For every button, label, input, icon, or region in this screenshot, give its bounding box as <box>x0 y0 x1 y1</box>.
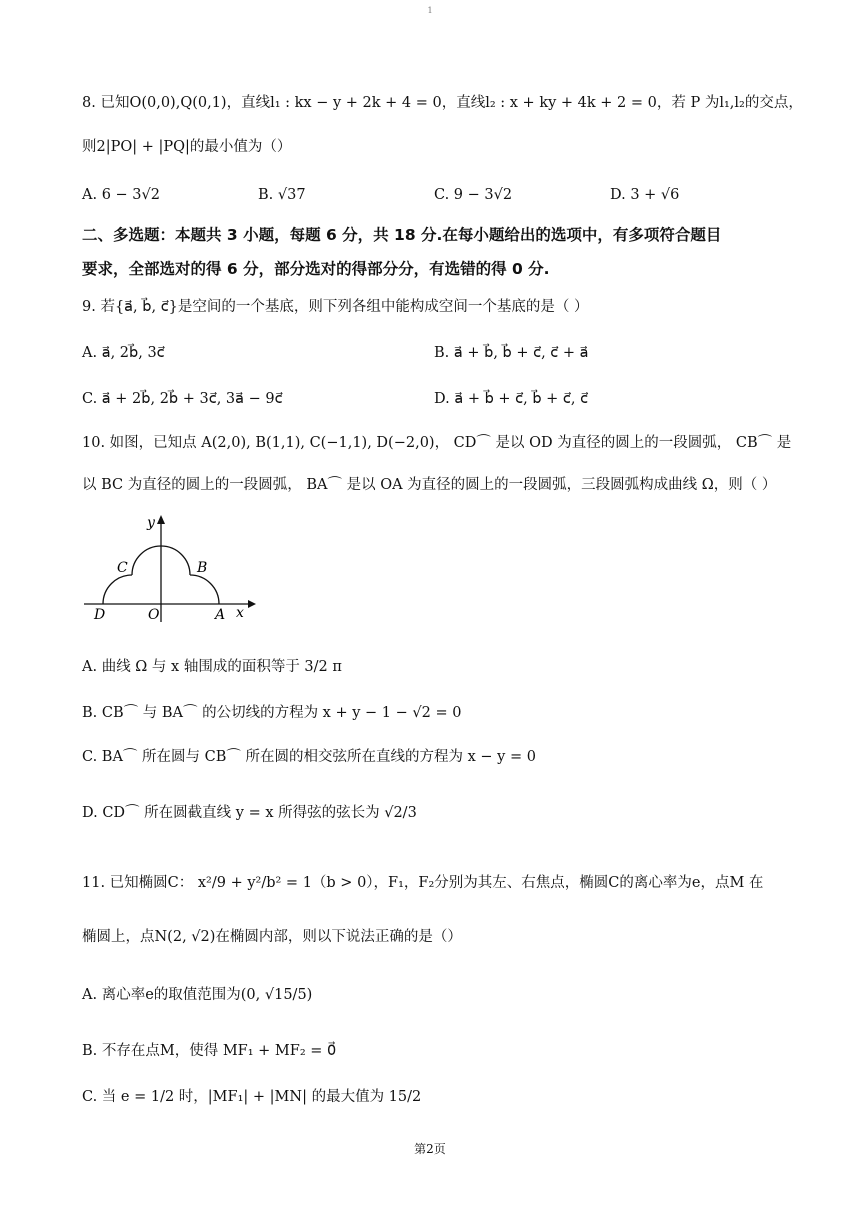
q10-option-a: A. 曲线 Ω 与 x 轴围成的面积等于 3/2 π <box>82 659 342 675</box>
q8-option-a: A. 6 − 3√2 <box>82 187 160 203</box>
label-y: y <box>147 515 155 531</box>
q8-option-b: B. √37 <box>258 187 306 203</box>
q8-stem-line1: 8. 已知O(0,0),Q(0,1)，直线l₁ : kx − y + 2k + 4 = 0，直线l₂ : x + ky + 4k + 2 = 0，若 P 为l₁,l₂的交点， <box>82 95 803 111</box>
q9-option-d: D. a⃗ + b⃗ + c⃗, b⃗ + c⃗, c⃗ <box>434 391 589 407</box>
q11-stem-line2: 椭圆上，点N(2, √2)在椭圆内部，则以下说法正确的是（） <box>82 929 462 945</box>
q8-option-c: C. 9 − 3√2 <box>434 187 513 203</box>
q9-stem: 9. 若{a⃗, b⃗, c⃗}是空间的一个基底，则下列各组中能构成空间一个基底的是（ ） <box>82 299 589 315</box>
q8-option-d: D. 3 + √6 <box>610 187 680 203</box>
header-mark: 1 <box>427 6 433 15</box>
x-axis-arrow-icon <box>248 600 256 608</box>
label-o: O <box>148 607 160 623</box>
q11-option-b: B. 不存在点M，使得 MF₁ + MF₂ = 0⃗ <box>82 1043 337 1059</box>
section2-heading-line2: 要求，全部选对的得 6 分，部分选对的得部分分，有选错的得 0 分. <box>82 260 550 278</box>
arc-ba <box>190 575 219 604</box>
q10-option-d: D. CD⌒ 所在圆截直线 y = x 所得弦的弦长为 √2/3 <box>82 805 417 821</box>
label-d: D <box>94 607 106 623</box>
label-c: C <box>117 560 128 576</box>
q10-option-b: B. CB⌒ 与 BA⌒ 的公切线的方程为 x + y − 1 − √2 = 0 <box>82 705 462 721</box>
section2-heading-line1: 二、多选题：本题共 3 小题，每题 6 分，共 18 分.在每小题给出的选项中，有多项符合题目 <box>82 226 722 244</box>
q9-option-c: C. a⃗ + 2b⃗, 2b⃗ + 3c⃗, 3a⃗ − 9c⃗ <box>82 391 283 407</box>
q11-stem-line1: 11. 已知椭圆C： x²/9 + y²/b² = 1（b > 0），F₁，F₂分别为其左、右焦点，椭圆C的离心率为e，点M 在 <box>82 875 764 891</box>
page-footer: 第2页 <box>414 1142 446 1156</box>
q9-option-a: A. a⃗, 2b⃗, 3c⃗ <box>82 345 165 361</box>
label-x: x <box>236 605 244 621</box>
q10-option-c: C. BA⌒ 所在圆与 CB⌒ 所在圆的相交弦所在直线的方程为 x − y = 0 <box>82 749 536 765</box>
label-a: A <box>215 607 226 623</box>
q10-stem-line1: 10. 如图，已知点 A(2,0), B(1,1), C(−1,1), D(−2,0)， CD⌒ 是以 OD 为直径的圆上的一段圆弧， CB⌒ 是 <box>82 435 792 451</box>
q11-option-a: A. 离心率e的取值范围为(0, √15/5) <box>82 987 313 1003</box>
q11-option-c: C. 当 e = 1/2 时，|MF₁| + |MN| 的最大值为 15/2 <box>82 1089 422 1105</box>
q9-option-b: B. a⃗ + b⃗, b⃗ + c⃗, c⃗ + a⃗ <box>434 345 589 361</box>
y-axis-arrow-icon <box>157 515 165 524</box>
q8-stem-line2: 则2|PO| + |PQ|的最小值为（） <box>82 139 292 155</box>
label-b: B <box>197 560 208 576</box>
q10-stem-line2: 以 BC 为直径的圆上的一段圆弧， BA⌒ 是以 OA 为直径的圆上的一段圆弧，三段圆弧构成曲线 Ω，则（ ） <box>82 477 777 493</box>
arc-cd <box>103 575 132 604</box>
q10-figure-curve-omega <box>78 510 258 626</box>
